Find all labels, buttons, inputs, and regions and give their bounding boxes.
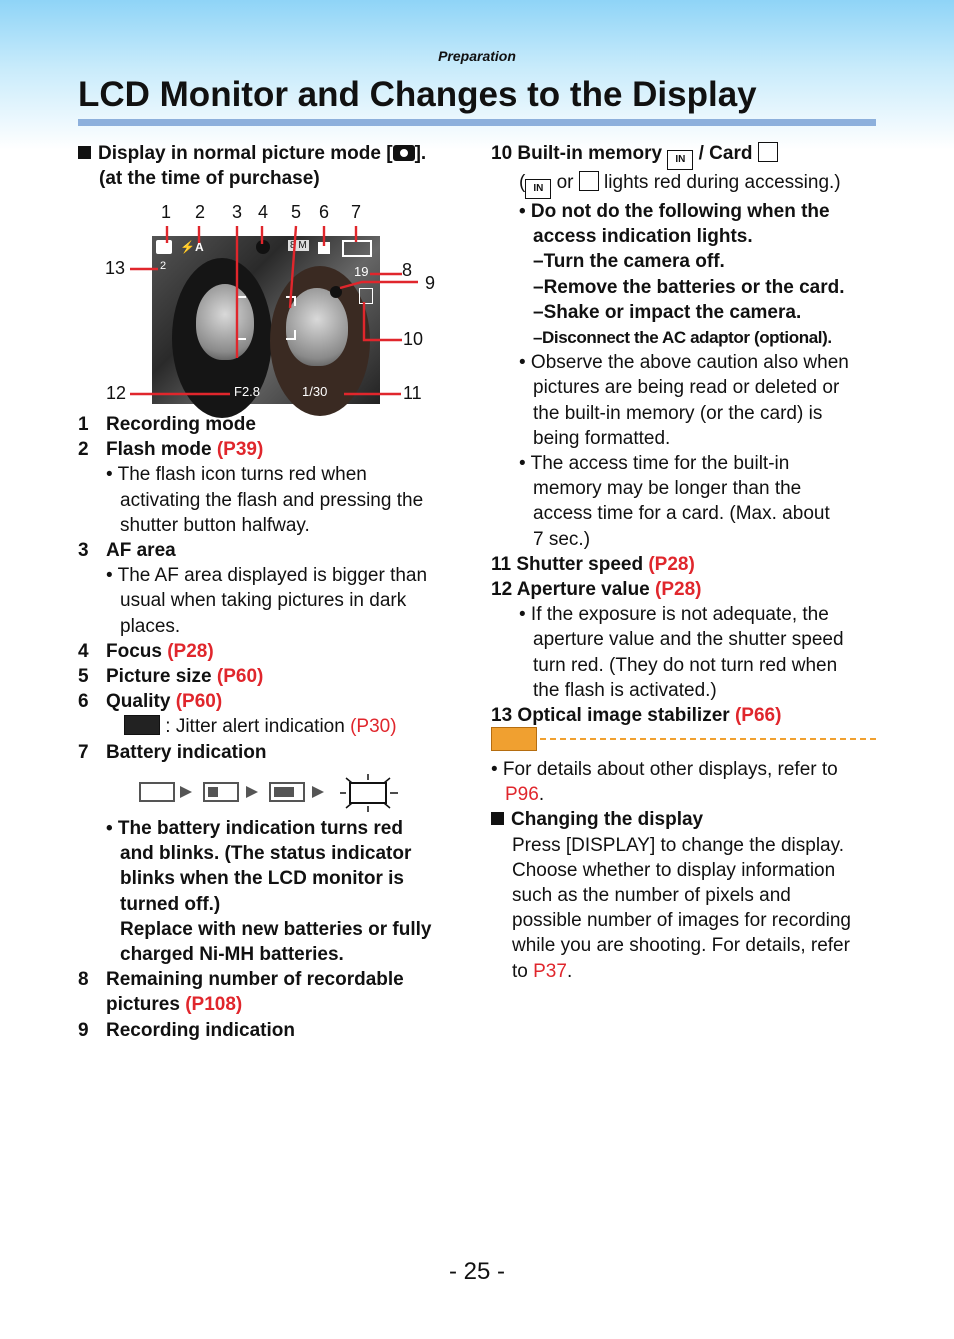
callout-7: 7 [351,202,362,222]
battery-sequence [136,772,416,812]
lcd-diagram [100,198,440,410]
callout-5: 5 [291,202,302,222]
jitter-line: : Jitter alert indication (P30) [78,714,458,739]
item-3: 3 AF area [78,540,176,562]
link-p96[interactable]: P96 [505,784,539,806]
item-11: 11 Shutter speed (P28) [491,553,695,575]
card-access-icon [579,171,599,191]
square-bullet-icon [491,812,504,825]
stabilizer-icon: 2 [160,260,167,272]
callout-3: 3 [232,202,243,222]
item-5: 5 Picture size (P60) [78,666,264,688]
built-in-access-icon: IN [525,179,551,199]
item-4: 4 Focus (P28) [78,640,214,662]
callout-13: 13 [105,258,126,278]
callout-2: 2 [195,202,206,222]
callout-1: 1 [161,202,172,222]
picture-size-icon: 8 M [290,240,307,251]
aperture-value: F2.8 [234,384,261,399]
item-13: 13 Optical image stabilizer (P66) [491,705,782,727]
item-7: 7 Battery indication [78,741,267,763]
callout-12: 12 [106,383,127,403]
built-in-memory-icon: IN [667,150,693,170]
title-rule [78,119,876,126]
callout-6: 6 [319,202,330,222]
camera-icon [393,145,415,161]
callout-8: 8 [402,260,413,280]
callout-4: 4 [258,202,269,222]
left-heading: Display in normal picture mode [ ]. (at the time of purchase) [78,141,458,191]
callout-leaders [100,198,440,410]
left-items: 1 Recording mode 2 Flash mode (P39) • The flash icon turns red when activating the flash and pressing the shutter button halfway. 3 AF area • The AF area displayed is bigger than usual when taking pictures in dark places. 4 Focus (P28) 5 Picture size (P60) 6 Quality (P60) : Jitter alert indication (P30) 7 Battery indication [78,412,458,765]
callout-9: 9 [425,273,436,293]
shutter-speed-value: 1/30 [302,384,328,399]
item-10: 10 Built-in memory IN / Card [491,141,877,170]
section-label: Preparation [438,48,516,64]
right-column: 10 Built-in memory IN / Card ( IN or lights red during accessing.) • Do not do the following when the access indication lights. –Turn the camera off. –Remove the batteries or the card. –Shake or impact the camera. –Disconnect the AC adaptor (optional). • Observe the above caution also when pictures are being read or deleted or the built-in memory (or the card) is being formatted. • The access time for the built-in memory may be longer than the access time for a card. (Max. about 7 sec.) 11 Shutter speed (P28) 12 Aperture value (P28) • If the exposure is not adequate, the aperture value and the shutter speed turn red. (They do not turn red when the flash is activated.) 13 Optical image stabilizer (P66) [491,141,877,728]
square-bullet-icon [78,146,91,159]
page-title: LCD Monitor and Changes to the Display [78,75,757,114]
changing-heading: Changing the display [491,807,877,832]
remaining-count: 19 [354,264,369,279]
callout-10: 10 [403,329,424,349]
item-9: 9 Recording indication [78,1019,295,1041]
left-items-2: • The battery indication turns red and blinks. (The status indicator blinks when the LCD monitor is turned off.) Replace with new batteries or fully charged Ni-MH batteries. 8 Remaining number of recordable pictures (P108) 9 Recording indication [78,816,458,1043]
item-8: 8 Remaining number of recordable [78,969,404,991]
item-1: 1 Recording mode [78,414,256,435]
jitter-icon [124,715,160,735]
link-p37[interactable]: P37 [533,960,567,982]
card-icon [758,142,778,162]
item-2: 2 Flash mode (P39) [78,439,264,461]
flash-icon: ⚡A [180,240,204,254]
item-12: 12 Aperture value (P28) [491,579,702,601]
callout-11: 11 [403,383,422,403]
item-6: 6 Quality (P60) [78,691,223,713]
memo-divider [540,738,876,740]
page-number: - 25 - [448,1258,505,1285]
right-notes: • For details about other displays, refer to P96. Changing the display Press [DISPLAY] to change the display. Choose whether to display information such as the number of pixels and possible number of images for recording while you are shooting. For details, refer to P37. [491,757,877,984]
memo-book-icon [491,727,537,751]
